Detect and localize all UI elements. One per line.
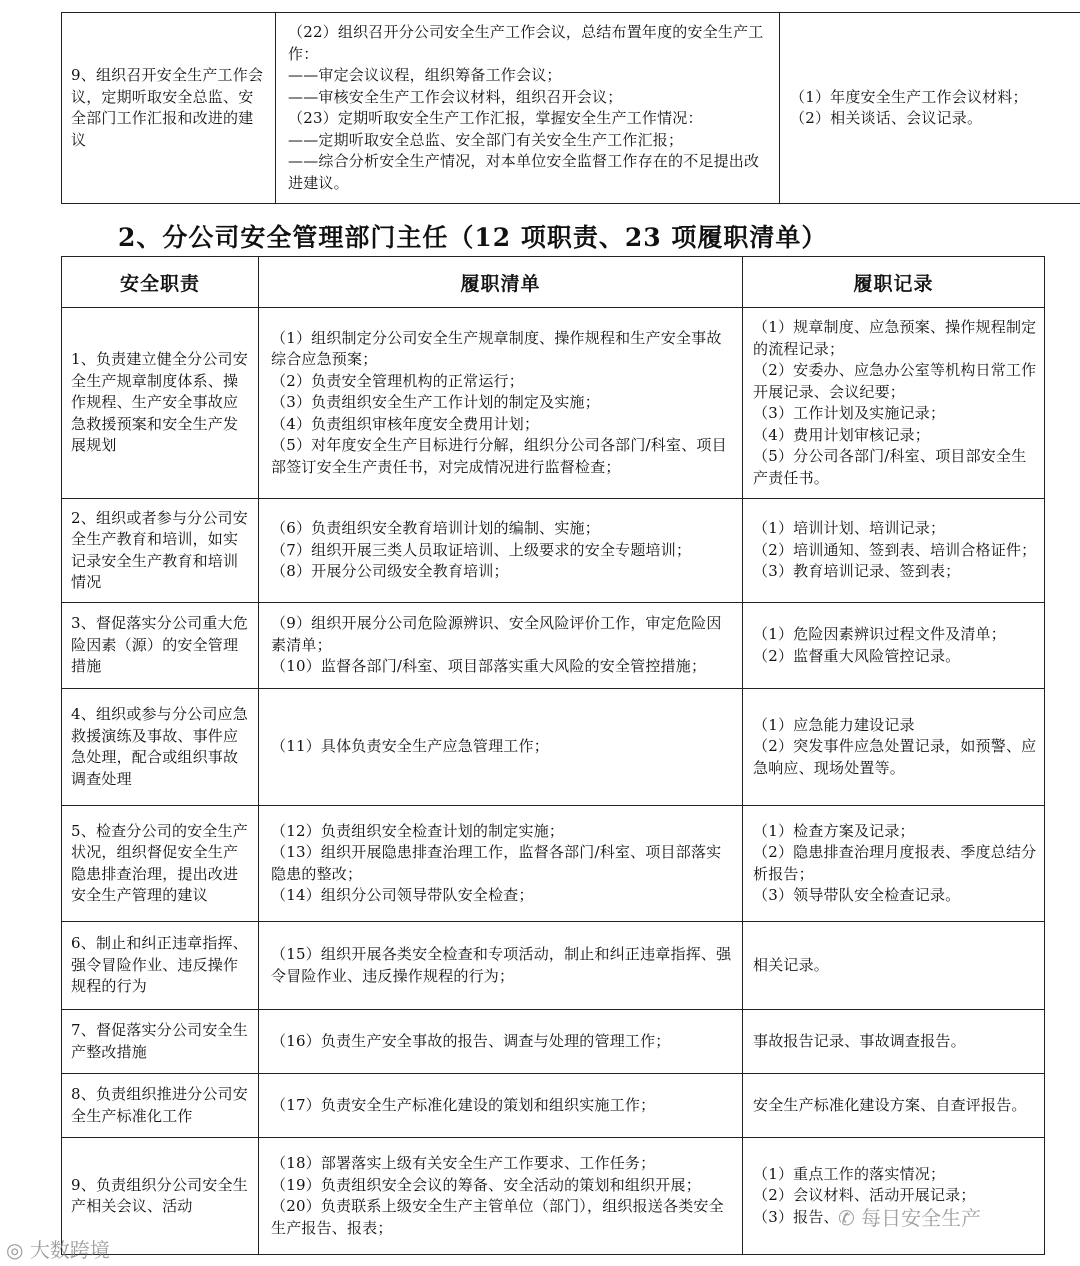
record-cell: 事故报告记录、事故调查报告。 — [743, 1010, 1045, 1074]
record-cell: （1）重点工作的落实情况； （2）会议材料、活动开展记录； （3）报告、 — [743, 1138, 1045, 1255]
record-cell: （1）年度安全生产工作会议材料； （2）相关谈话、会议记录。 — [780, 13, 1080, 204]
record-cell: （1）培训计划、培训记录； （2）培训通知、签到表、培训合格证件； （3）教育培训记录、签到表； — [743, 499, 1045, 603]
section-title: 2、分公司安全管理部门主任（12 项职责、23 项履职清单） — [118, 223, 828, 252]
table-header-row — [62, 257, 1045, 308]
checklist-cell: （11）具体负责安全生产应急管理工作； — [259, 689, 743, 806]
duty-cell: 5、检查分公司的安全生产状况，组织督促安全生产隐患排查治理，提出改进安全生产管理的建议 — [62, 806, 259, 922]
checklist-cell: （12）负责组织安全检查计划的制定实施； （13）组织开展隐患排查治理工作，监督各部门/科室、项目部落实隐患的整改； （14）组织分公司领导带队安全检查； — [259, 806, 743, 922]
duty-cell: 6、制止和纠正违章指挥、强令冒险作业、违反操作规程的行为 — [62, 922, 259, 1010]
checklist-cell: （1）组织制定分公司安全生产规章制度、操作规程和生产安全事故综合应急预案； （2）负责安全管理机构的正常运行； （3）负责组织安全生产工作计划的制定及实施； （4）负责组织审核年度安全费用计划； （5）对年度安全生产目标进行分解，组织分公司各部门/科室、项目部签订安全生产责任书，对完成情况进行监督检查； — [259, 308, 743, 499]
duty-cell: 9、组织召开安全生产工作会议，定期听取安全总监、安全部门工作汇报和改进的建议 — [62, 13, 276, 204]
duty-cell: 3、督促落实分公司重大危险因素（源）的安全管理措施 — [62, 603, 259, 689]
duty-cell: 9、负责组织分公司安全生产相关会议、活动 — [62, 1138, 259, 1255]
table-row — [62, 308, 1045, 499]
wechat-logo-icon: ✆ — [838, 1206, 855, 1230]
table-row — [62, 1074, 1045, 1138]
table-row — [62, 499, 1045, 603]
record-cell: （1）规章制度、应急预案、操作规程制定的流程记录； （2）安委办、应急办公室等机构日常工作开展记录、会议纪要； （3）工作计划及实施记录； （4）费用计划审核记录； （5）分公司各部门/科室、项目部安全生产责任书。 — [743, 308, 1045, 499]
checklist-cell: （17）负责安全生产标准化建设的策划和组织实施工作； — [259, 1074, 743, 1138]
checklist-cell: （6）负责组织安全教育培训计划的编制、实施； （7）组织开展三类人员取证培训、上级要求的安全专题培训； （8）开展分公司级安全教育培训； — [259, 499, 743, 603]
record-cell: （1）应急能力建设记录 （2）突发事件应急处置记录，如预警、应急响应、现场处置等。 — [743, 689, 1045, 806]
checklist-cell: （15）组织开展各类安全检查和专项活动，制止和纠正违章指挥、强令冒险作业、违反操作规程的行为； — [259, 922, 743, 1010]
duty-cell: 7、督促落实分公司安全生产整改措施 — [62, 1010, 259, 1074]
watermark-left: ◎ 大数跨境 — [6, 1238, 110, 1262]
checklist-cell: （9）组织开展分公司危险源辨识、安全风险评价工作，审定危险因素清单； （10）监督各部门/科室、项目部落实重大风险的安全管控措施； — [259, 603, 743, 689]
header-checklist: 履职清单 — [259, 257, 743, 308]
table-row — [62, 922, 1045, 1010]
table-row — [62, 13, 1080, 204]
duty-cell: 1、负责建立健全分公司安全生产规章制度体系、操作规程、生产安全事故应急救援预案和安全生产发展规划 — [62, 308, 259, 499]
record-cell: 安全生产标准化建设方案、自查评报告。 — [743, 1074, 1045, 1138]
table-row — [62, 1138, 1045, 1255]
top-duty-table — [61, 12, 1080, 204]
header-duty: 安全职责 — [62, 257, 259, 308]
table-row — [62, 689, 1045, 806]
duty-table — [61, 256, 1045, 1255]
duty-cell: 8、负责组织推进分公司安全生产标准化工作 — [62, 1074, 259, 1138]
watermark-right: ✆ 每日安全生产 — [838, 1206, 982, 1230]
checklist-cell: （16）负责生产安全事故的报告、调查与处理的管理工作； — [259, 1010, 743, 1074]
record-cell: 相关记录。 — [743, 922, 1045, 1010]
record-cell: （1）危险因素辨识过程文件及清单； （2）监督重大风险管控记录。 — [743, 603, 1045, 689]
table-row — [62, 603, 1045, 689]
duty-cell: 2、组织或者参与分公司安全生产教育和培训，如实记录安全生产教育和培训情况 — [62, 499, 259, 603]
checklist-cell: （22）组织召开分公司安全生产工作会议，总结布置年度的安全生产工作： ——审定会议议程，组织筹备工作会议； ——审核安全生产工作会议材料，组织召开会议； （23）定期听取安全生产工作汇报，掌握安全生产工作情况： ——定期听取安全总监、安全部门有关安全生产工作汇报； ——综合分析安全生产情况，对本单位安全监督工作存在的不足提出改进建议。 — [276, 13, 780, 204]
header-records: 履职记录 — [743, 257, 1045, 308]
checklist-cell: （18）部署落实上级有关安全生产工作要求、工作任务； （19）负责组织安全会议的筹备、安全活动的策划和组织开展； （20）负责联系上级安全生产主管单位（部门），组织报送各类安全生产报告、报表； — [259, 1138, 743, 1255]
duty-cell: 4、组织或参与分公司应急救援演练及事故、事件应急处理，配合或组织事故调查处理 — [62, 689, 259, 806]
weibo-logo-icon: ◎ — [6, 1238, 24, 1262]
record-cell: （1）检查方案及记录； （2）隐患排查治理月度报表、季度总结分析报告； （3）领导带队安全检查记录。 — [743, 806, 1045, 922]
table-row — [62, 1010, 1045, 1074]
table-row — [62, 806, 1045, 922]
